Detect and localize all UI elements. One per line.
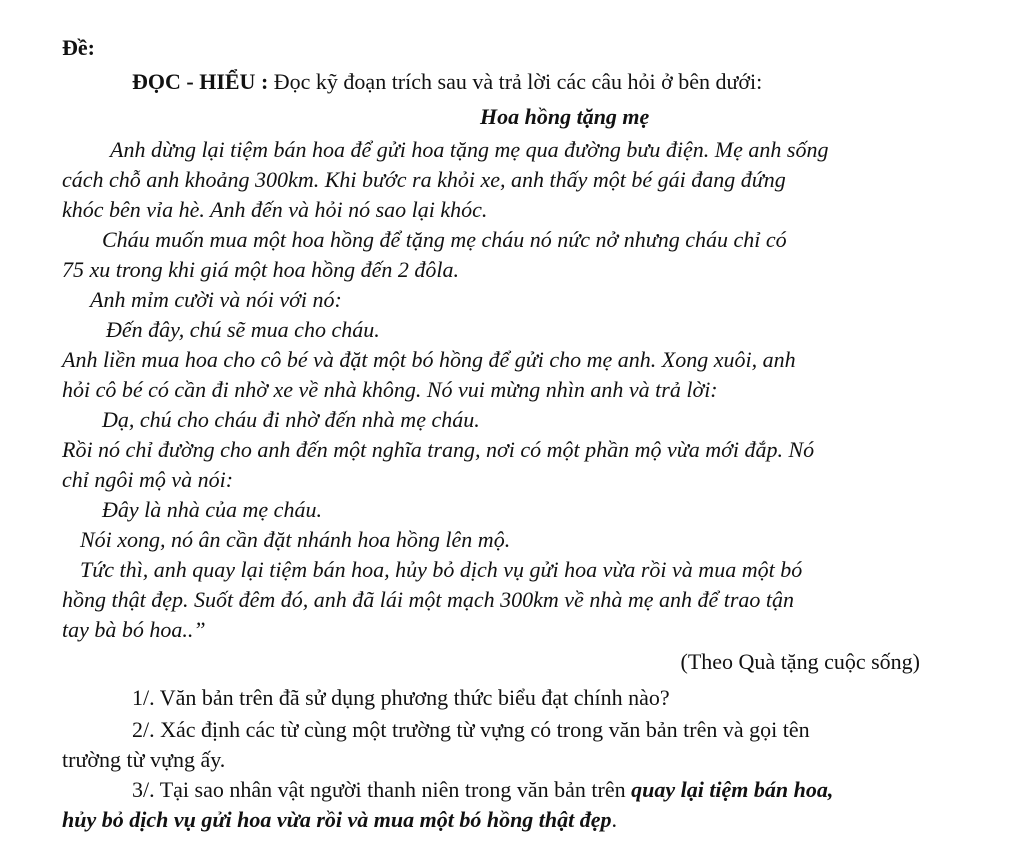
story-line: Nói xong, nó ân cần đặt nhánh hoa hồng lên mộ. <box>80 527 511 552</box>
story-line: Anh mỉm cười và nói với nó: <box>90 287 342 312</box>
story-line: hỏi cô bé có cần đi nhờ xe về nhà không. Nó vui mừng nhìn anh và trả lời: <box>62 377 718 402</box>
story-line: Anh dừng lại tiệm bán hoa để gửi hoa tặng mẹ qua đường bưu điện. Mẹ anh sống <box>110 137 829 162</box>
story-title: Hoa hồng tặng mẹ <box>480 104 650 129</box>
section-title-rest: Đọc kỹ đoạn trích sau và trả lời các câu hỏi ở bên dưới: <box>268 69 763 94</box>
question-2-cont: trường từ vựng ấy. <box>62 747 226 772</box>
story-line: khóc bên vỉa hè. Anh đến và hỏi nó sao lại khóc. <box>62 197 488 222</box>
question-3-end: . <box>611 807 618 832</box>
question-3-cont <box>62 806 617 834</box>
story-line: tay bà bó hoa..” <box>62 617 206 642</box>
story-line: chỉ ngôi mộ và nói: <box>62 467 234 492</box>
question-2: 2/. Xác định các từ cùng một trường từ vựng có trong văn bản trên và gọi tên <box>132 717 810 742</box>
question-3-emph-cont: hủy bỏ dịch vụ gửi hoa vừa rồi và mua một bó hồng thật đẹp <box>62 807 612 832</box>
story-line: Anh liền mua hoa cho cô bé và đặt một bó hồng để gửi cho mẹ anh. Xong xuôi, anh <box>62 347 796 372</box>
section-title-bold: ĐỌC - HIỂU : <box>132 69 269 94</box>
story-line: 75 xu trong khi giá một hoa hồng đến 2 đôla. <box>62 257 459 282</box>
story-line: Rồi nó chỉ đường cho anh đến một nghĩa trang, nơi có một phần mộ vừa mới đắp. Nó <box>62 437 815 462</box>
de-label: Đề: <box>62 35 95 60</box>
story-line: hồng thật đẹp. Suốt đêm đó, anh đã lái một mạch 300km về nhà mẹ anh để trao tận <box>62 587 795 612</box>
story-line: Đây là nhà của mẹ cháu. <box>102 497 322 522</box>
story-line: Cháu muốn mua một hoa hồng để tặng mẹ cháu nó nức nở nhưng cháu chỉ có <box>102 227 787 252</box>
section-title <box>132 68 762 96</box>
story-line: Dạ, chú cho cháu đi nhờ đến nhà mẹ cháu. <box>102 407 480 432</box>
question-3 <box>132 776 833 804</box>
question-3-lead: 3/. Tại sao nhân vật người thanh niên trong văn bản trên <box>132 777 632 802</box>
story-line: Đến đây, chú sẽ mua cho cháu. <box>106 317 380 342</box>
question-1: 1/. Văn bản trên đã sử dụng phương thức biểu đạt chính nào? <box>132 685 670 710</box>
story-line: cách chỗ anh khoảng 300km. Khi bước ra khỏi xe, anh thấy một bé gái đang đứng <box>62 167 786 192</box>
story-line: Tức thì, anh quay lại tiệm bán hoa, hủy bỏ dịch vụ gửi hoa vừa rồi và mua một bó <box>80 557 803 582</box>
story-source: (Theo Quà tặng cuộc sống) <box>680 649 920 674</box>
question-3-emph: quay lại tiệm bán hoa, <box>631 777 834 802</box>
